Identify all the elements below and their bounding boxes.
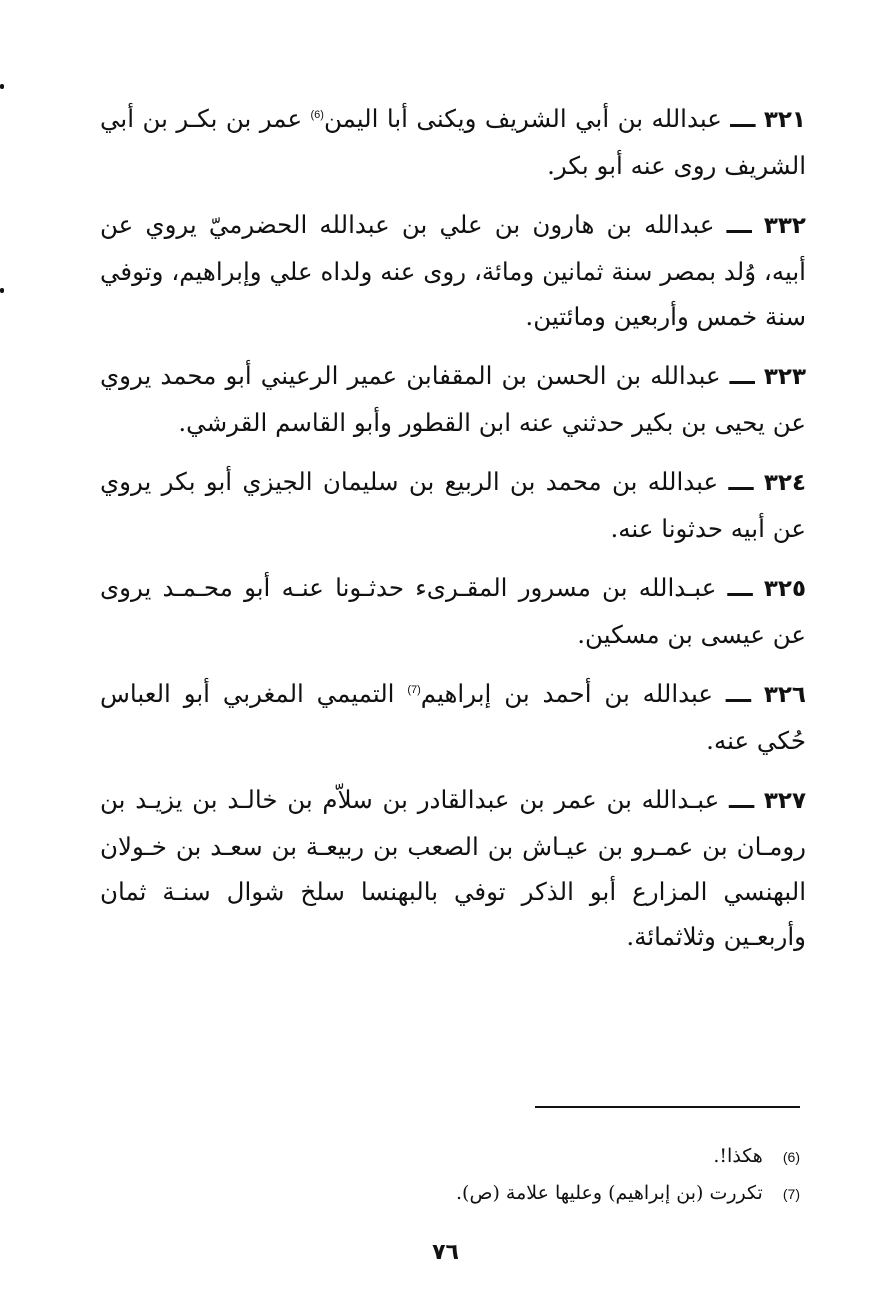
entry-321: [100, 96, 806, 188]
entry-dash: ـــ: [729, 361, 755, 390]
footnote-reference[interactable]: (7): [407, 683, 421, 696]
entry-text: عبدالله بن أحمد بن إبراهيم: [420, 679, 714, 708]
entry-326: [100, 671, 806, 763]
entry-text: عبدالله بن هارون بن علي بن عبدالله الحضرميّ يروي عن أبيه، وُلد بمصر سنة ثمانين ومائة، روى عنه ولداه علي وإبراهيم، وتوفي سنة خمس وأربعين ومائتين.: [100, 210, 806, 331]
entry-number: ٣٣٢: [763, 213, 806, 239]
footnotes: [300, 1138, 800, 1212]
entry-dash: ـــ: [730, 104, 756, 133]
footnote-6: [300, 1138, 800, 1175]
entry-text: عبدالله بن محمد بن الربيع بن سليمان الجيزي أبو بكر يروي عن أبيه حدثونا عنه.: [100, 467, 806, 543]
entry-dash: ـــ: [729, 785, 755, 814]
entry-number: ٣٢٧: [763, 788, 806, 814]
entry-323: [100, 353, 806, 445]
biography-entries: [100, 96, 806, 973]
margin-mark: [0, 288, 4, 293]
entry-text: عمر بن بكـر بن أبي الشريف روى عنه أبو بكر.: [100, 104, 806, 180]
entry-dash: ـــ: [728, 467, 754, 496]
footnote-divider: [535, 1106, 800, 1108]
footnote-reference[interactable]: (6): [310, 108, 324, 121]
entry-number: ٣٢١: [763, 107, 806, 133]
entry-number: ٣٢٤: [763, 470, 806, 496]
footnote-text: هكذا!.: [713, 1145, 763, 1167]
entry-text: عبدالله بن أبي الشريف ويكنى أبا اليمن: [323, 104, 722, 133]
entry-325: [100, 565, 806, 657]
entry-327: [100, 777, 806, 959]
entry-number: ٣٢٥: [763, 576, 806, 602]
entry-324: [100, 459, 806, 551]
footnote-text: تكررت (بن إبراهيم) وعليها علامة (ص).: [456, 1182, 763, 1204]
margin-mark: [0, 84, 4, 89]
entry-text: عبدالله بن الحسن بن المقفابن عمير الرعيني أبو محمد يروي عن يحيى بن بكير حدثني عنه ابن القطور وأبو القاسم القرشي.: [100, 361, 806, 437]
footnote-7: [300, 1175, 800, 1212]
entry-text: التميمي المغربي أبو العباس حُكي عنه.: [100, 679, 806, 755]
entry-dash: ـــ: [726, 210, 752, 239]
footnote-marker: (7): [782, 1186, 800, 1202]
entry-dash: ـــ: [725, 679, 752, 708]
footnote-marker: (6): [782, 1149, 800, 1165]
entry-dash: ـــ: [727, 573, 753, 602]
entry-text: عبـدالله بن مسرور المقـرىء حدثـونا عنـه أبو محـمـد يروى عن عيسى بن مسكين.: [100, 573, 806, 649]
entry-number: ٣٢٣: [763, 364, 806, 390]
entry-text: عبـدالله بن عمر بن عبدالقادر بن سلاّم بن خالـد بن يزيـد بن رومـان بن عمـرو بن عيـاش بن الصعب بن ربيعـة بن سعـد بن خـولان البهنسي المزارع أبو الذكر توفي بالبهنسا سلخ شوال سنـة ثمان وأربعـين وثلاثمائة.: [100, 785, 806, 951]
entry-number: ٣٢٦: [763, 682, 806, 708]
page-number: ٧٦: [432, 1240, 459, 1265]
entry-332: [100, 202, 806, 339]
